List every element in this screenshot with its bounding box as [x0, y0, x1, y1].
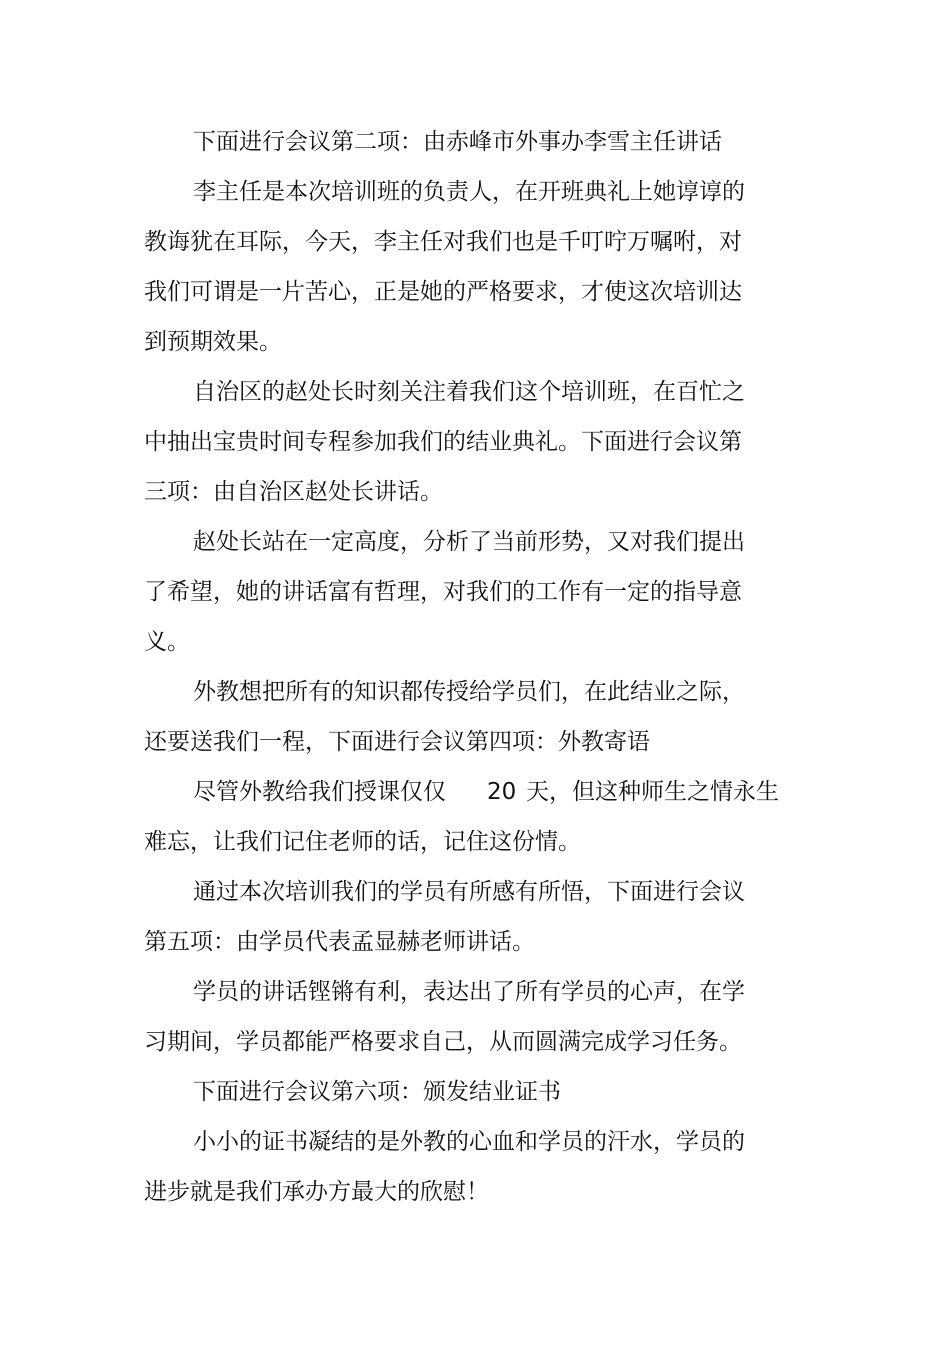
line-text: 天，但这种师生之情永生: [526, 779, 779, 805]
text-line: [0, 922, 950, 962]
line-text: 了希望，她的讲话富有哲理，对我们的工作有一定的指导意: [144, 579, 742, 605]
line-text: 中抽出宝贵时间专程参加我们的结业典礼。下面进行会议第: [144, 429, 742, 455]
line-text: 外教想把所有的知识都传授给学员们，在此结业之际，: [193, 679, 745, 705]
line-text: 自治区的赵处长时刻关注着我们这个培训班，在百忙之: [193, 379, 745, 405]
text-line: [0, 122, 950, 162]
text-line: [0, 1072, 950, 1112]
line-text: 进步就是我们承办方最大的欣慰！: [144, 1179, 489, 1205]
line-text: 三项：由自治区赵处长讲话。: [144, 479, 443, 505]
text-line: [0, 222, 950, 262]
line-text: 赵处长站在一定高度，分析了当前形势，又对我们提出: [193, 529, 745, 555]
line-number: 20: [487, 779, 517, 805]
line-text: 通过本次培训我们的学员有所感有所悟，下面进行会议: [193, 879, 745, 905]
line-text: 学员的讲话铿锵有利，表达出了所有学员的心声，在学: [193, 979, 745, 1005]
line-text: 下面进行会议第二项：由赤峰市外事办李雪主任讲话: [193, 129, 722, 155]
text-line: [0, 722, 950, 762]
line-text: 下面进行会议第六项：颁发结业证书: [193, 1079, 561, 1105]
text-line: [0, 472, 950, 512]
line-text: 尽管外教给我们授课仅仅: [193, 779, 446, 805]
text-line: [0, 272, 950, 312]
text-line: [0, 322, 950, 362]
line-text: 第五项：由学员代表孟显赫老师讲话。: [144, 929, 535, 955]
line-text: 到预期效果。: [144, 329, 282, 355]
text-line: [0, 1122, 950, 1162]
text-line: [0, 422, 950, 462]
text-line: [0, 672, 950, 712]
line-text: 我们可谓是一片苦心，正是她的严格要求，才使这次培训达: [144, 279, 742, 305]
line-text: 还要送我们一程，下面进行会议第四项：外教寄语: [144, 729, 650, 755]
text-line: [0, 172, 950, 212]
text-line: [0, 772, 950, 812]
text-line: [0, 522, 950, 562]
text-line: [0, 1022, 950, 1062]
text-line: [0, 622, 950, 662]
text-line: [0, 822, 950, 862]
line-text: 小小的证书凝结的是外教的心血和学员的汗水，学员的: [193, 1129, 745, 1155]
line-text: 义。: [144, 629, 190, 655]
text-line: [0, 1172, 950, 1212]
line-text: 教诲犹在耳际，今天，李主任对我们也是千叮咛万嘱咐，对: [144, 229, 742, 255]
text-line: [0, 572, 950, 612]
line-text: 李主任是本次培训班的负责人，在开班典礼上她谆谆的: [193, 179, 745, 205]
text-line: [0, 972, 950, 1012]
text-line: [0, 372, 950, 412]
text-line: [0, 872, 950, 912]
line-text: 习期间，学员都能严格要求自己，从而圆满完成学习任务。: [144, 1029, 742, 1055]
line-text: 难忘，让我们记住老师的话，记住这份情。: [144, 829, 581, 855]
